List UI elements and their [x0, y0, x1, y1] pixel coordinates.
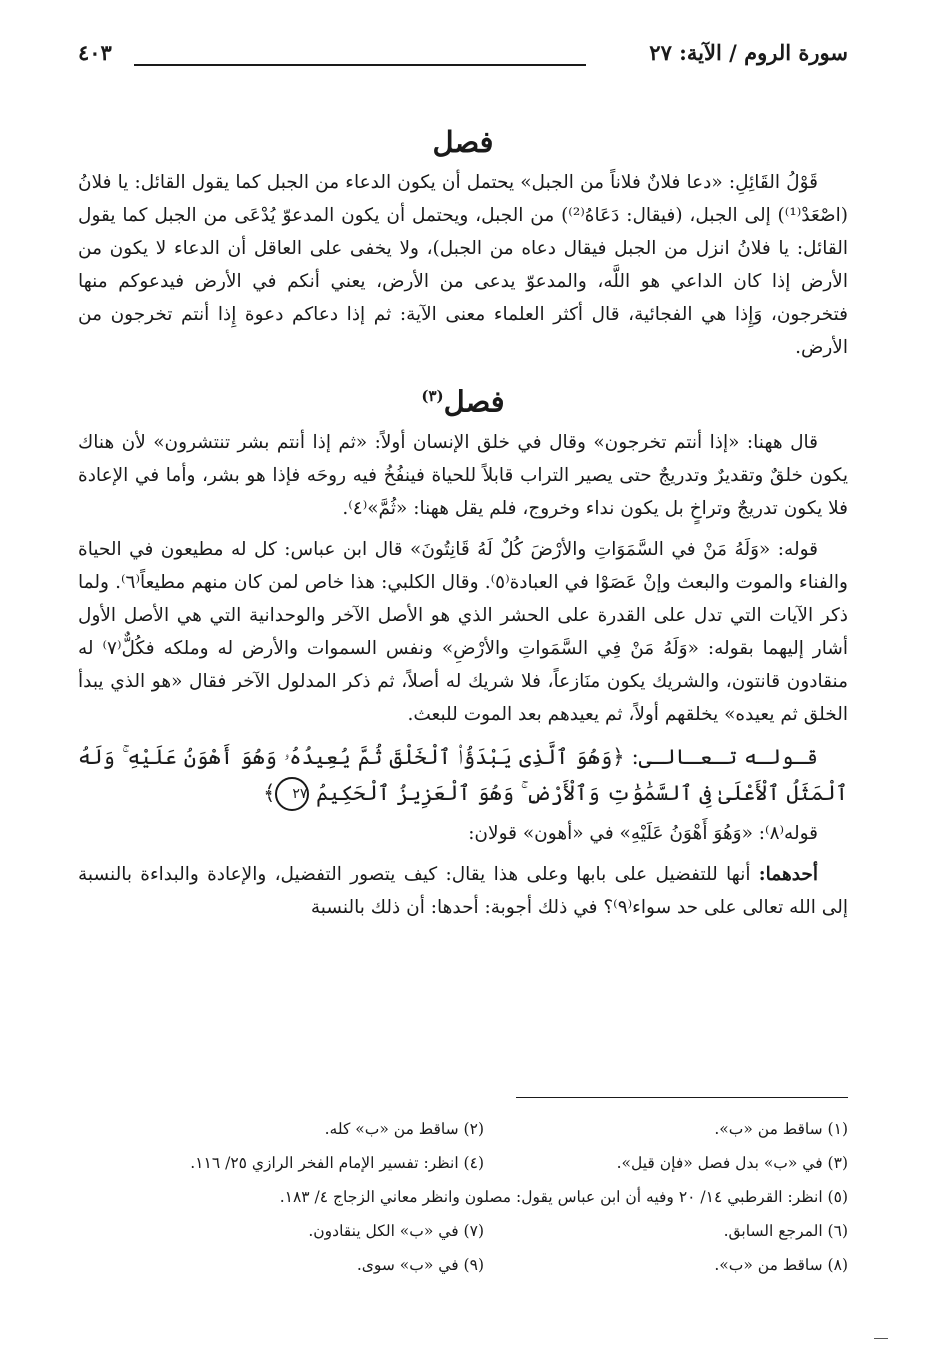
footnote-ref: (٣) — [421, 387, 444, 405]
footnote: (٩) في «ب» سوى. — [356, 1256, 484, 1274]
footnote: (١) ساقط من «ب». — [714, 1120, 848, 1138]
quran-verse — [78, 739, 848, 812]
footnote-row — [120, 1112, 848, 1146]
footnotes — [120, 1112, 848, 1282]
footnote: (٢) ساقط من «ب» كله. — [324, 1120, 484, 1138]
paragraph-text: أنها للتفضيل على بابها وعلى هذا يقال: كيف يتصور التفضيل، والإعادة والبداءة بالنسبة إلى الله تعالى على حد سواء⁽٩⁾؟ في ذلك أجوبة: أحدها: أن ذلك بالنسبة — [78, 864, 848, 919]
footnote: (٣) في «ب» بدل فصل «فإن قيل». — [616, 1154, 848, 1172]
footnote-row — [120, 1214, 848, 1248]
footnote-row — [120, 1248, 848, 1282]
ayah-number-badge: ٢٧ — [275, 777, 309, 811]
page-header — [78, 36, 848, 76]
footnote-rule — [516, 1097, 848, 1098]
paragraph: قوله⁽٨⁾: «وَهُوَ أَهْوَنُ عَلَيْهِ» في «أهون» قولان: — [468, 823, 818, 845]
section-heading: فصل — [432, 125, 494, 159]
footnote: (٤) انظر: تفسير الإمام الفخر الرازي ٢٥/ ١١٦. — [190, 1154, 484, 1172]
paragraph: قال ههنا: «إذا أنتم تخرجون» وقال في خلق الإنسان أولاً: «ثم إذا أنتم بشر تنتشرون» لأن هناك يكون خلقٌ وتقديرٌ وتدريجٌ حتى يصير التراب قابلاً للحياة فينفُخُ فيه روحَه فإذا هو بشر، وأما في الإعادة فلا يكون تدريجٌ وتراخٍ بل يكون نداء وخروج، فلم يقل ههنا: «ثُمَّ»⁽٤⁾. — [78, 431, 848, 519]
footnote-row — [120, 1146, 848, 1180]
surah-ayah-label: سورة الروم / الآية: ٢٧ — [649, 40, 848, 65]
header-rule — [134, 64, 586, 66]
footnote: (٦) المرجع السابق. — [723, 1222, 848, 1240]
scan-mark — [874, 1338, 888, 1339]
paragraph: قَوْلُ القَائِلِ: «دعا فلانٌ فلاناً من الجبل» يحتمل أن يكون الدعاء من الجبل كما يقول القائل: يا فلانُ (اصْعَدْ⁽¹⁾) إلى الجبل، (فيقال: دَعَاهُ⁽²⁾) من الجبل، ويحتمل أن يكون المدعوّ يُدْعَى من الجبل كما يقول القائل: يا فلانُ انزل من الجبل فيقال دعاه من الجبل)، ولا يخفى على العاقل أن الدعاء لا يكون من الأرض إذا كان الداعي هو اللَّه، والمدعوّ يدعى من الأرض، يعني أنكم في الأرض فيدعوكم منها فتخرجون، وَإِذا هي الفجائية، قال أكثر العلماء معنى الآية: ثم إذا دعاكم دعوة إِذا أنتم تخرجون من الأرض. — [78, 172, 848, 358]
footnote: (٧) في «ب» الكل ينقادون. — [308, 1222, 484, 1240]
verse-text: ﴿وَهُوَ ٱلَّذِى يَبْدَؤُا۟ ٱلْخَلْقَ ثُمَّ يُعِيدُهُۥ وَهُوَ أَهْوَنُ عَلَيْهِ ۚ وَلَهُ ٱلْمَثَلُ ٱلْأَعْلَىٰ فِى ٱلسَّمَٰوَٰتِ وَٱلْأَرْضِ ۚ وَهُوَ ٱلْعَزِيزُ ٱلْحَكِيمُ — [78, 744, 848, 805]
footnote-row — [120, 1180, 848, 1214]
paragraph: قوله: «وَلَهُ مَنْ في السَّمَوَاتِ والأرْضَ كُلٌ لَهُ قَانِتُونَ» قال ابن عباس: كل له مطيعون في الحياة والفناء والموت والبعث وإنْ عَصَوْا في العبادة⁽٥⁾. وقال الكلبي: هذا خاص لمن كان منهم مطيعاً⁽٦⁾. ولما ذكر الآيات التي تدل على القدرة على الحشر الذي هو الأصل الآخر والوحدانية التي هي الأصل الأول أشار إليهما بقوله: «وَلَهُ مَنْ فِي السَّمَواتِ والأرْضِ» ونفس السموات والأرض له وملكه فكُلٌّ⁽٧⁾ له منقادون قانتون، والشريك يكون منَازعاً، فلا شريك له أصلاً، ثم ذكر المدلول الآخر فقال «هو الذي يبدأ الخلق ثم يعيده» يخلقهم أولاً، ثم يعيدهم بعد الموت للبعث. — [78, 538, 849, 725]
verse-intro: قـولـه تـعـالـى: — [631, 744, 818, 769]
main-text — [78, 118, 848, 932]
section-heading — [78, 372, 848, 426]
section-heading-text: فصل — [443, 384, 505, 419]
verse-close-bracket: ﴾ — [263, 780, 276, 805]
page-number: ٤٠٣ — [78, 40, 112, 65]
paragraph — [78, 858, 848, 924]
footnote: (٥) انظر: القرطبي ١٤/ ٢٠ وفيه أن ابن عباس يقول: مصلون وانظر معاني الزجاج ٤/ ١٨٣. — [279, 1188, 848, 1206]
paragraph-lead: أحدهما: — [758, 864, 818, 886]
footnote: (٨) ساقط من «ب». — [714, 1256, 848, 1274]
